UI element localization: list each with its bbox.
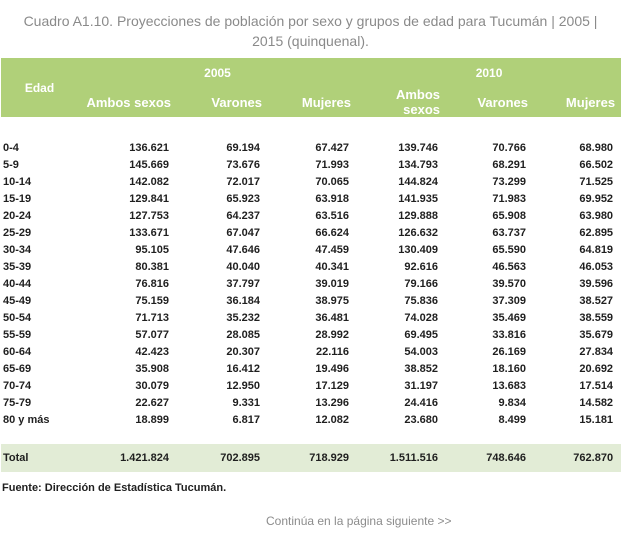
value-cell: 26.169 (492, 345, 527, 358)
value-cell: 79.166 (404, 277, 439, 290)
value-cell: 92.616 (404, 260, 439, 273)
value-cell: 66.502 (579, 158, 614, 171)
total-label: Total (1, 444, 78, 472)
table-row (1, 190, 621, 207)
value-cell: 69.495 (404, 328, 439, 341)
age-group-cell: 25-29 (3, 226, 32, 239)
value-cell: 127.753 (129, 209, 169, 222)
age-group-cell: 5-9 (3, 158, 19, 171)
header-year-2010: 2010 (357, 58, 621, 87)
value-cell: 9.331 (232, 396, 260, 409)
value-cell: 6.817 (232, 413, 260, 426)
value-cell: 35.232 (226, 311, 260, 324)
table-row (1, 275, 621, 292)
value-cell: 63.980 (579, 209, 614, 222)
value-cell: 16.412 (226, 362, 260, 375)
table-row (1, 241, 621, 258)
value-cell: 71.525 (579, 175, 614, 188)
value-cell: 54.003 (404, 345, 439, 358)
value-cell: 35.679 (579, 328, 614, 341)
age-group-cell: 40-44 (3, 277, 32, 290)
subheader-varones-2010: Varones (446, 87, 534, 117)
value-cell: 38.975 (315, 294, 350, 307)
age-group-cell: 20-24 (3, 209, 32, 222)
table-row (1, 343, 621, 360)
table-footer (1, 444, 621, 472)
value-cell: 22.116 (315, 345, 350, 358)
table-row (1, 377, 621, 394)
value-cell: 47.459 (315, 243, 350, 256)
total-cell: 762.870 (534, 444, 621, 472)
total-row (1, 444, 621, 472)
value-cell: 145.669 (129, 158, 169, 171)
source-note: Fuente: Dirección de Estadística Tucumán. (2, 482, 227, 494)
age-group-cell: 30-34 (3, 243, 32, 256)
value-cell: 63.516 (315, 209, 350, 222)
value-cell: 70.065 (315, 175, 350, 188)
age-group-cell: 35-39 (3, 260, 32, 273)
value-cell: 72.017 (226, 175, 260, 188)
value-cell: 17.129 (315, 379, 350, 392)
age-group-cell: 80 y más (3, 413, 50, 426)
table-body (1, 139, 621, 428)
header-year-2005: 2005 (78, 58, 357, 87)
value-cell: 39.570 (492, 277, 527, 290)
value-cell: 57.077 (135, 328, 169, 341)
value-cell: 38.852 (404, 362, 439, 375)
value-cell: 67.427 (315, 141, 350, 154)
value-cell: 47.646 (226, 243, 260, 256)
table-row (1, 224, 621, 241)
value-cell: 20.692 (579, 362, 614, 375)
value-cell: 12.950 (226, 379, 260, 392)
value-cell: 129.888 (398, 209, 439, 222)
value-cell: 9.834 (498, 396, 527, 409)
value-cell: 22.627 (135, 396, 169, 409)
table-row (1, 139, 621, 156)
value-cell: 37.797 (226, 277, 260, 290)
value-cell: 35.469 (492, 311, 527, 324)
age-group-cell: 75-79 (3, 396, 32, 409)
table-header (1, 58, 621, 117)
value-cell: 73.299 (492, 175, 527, 188)
value-cell: 71.993 (315, 158, 350, 171)
table-row (1, 411, 621, 428)
value-cell: 37.309 (492, 294, 527, 307)
value-cell: 18.899 (135, 413, 169, 426)
value-cell: 67.047 (226, 226, 260, 239)
age-group-cell: 70-74 (3, 379, 32, 392)
subheader-mujeres-2010: Mujeres (534, 87, 621, 117)
caption-line-1: Cuadro A1.10. Proyecciones de población por sexo y grupos de edad para Tucumán | 2005 | (23, 13, 598, 29)
table-row (1, 309, 621, 326)
value-cell: 73.676 (226, 158, 260, 171)
age-group-cell: 60-64 (3, 345, 32, 358)
value-cell: 30.079 (135, 379, 169, 392)
value-cell: 68.291 (492, 158, 527, 171)
age-group-cell: 55-59 (3, 328, 32, 341)
value-cell: 38.527 (579, 294, 614, 307)
value-cell: 95.105 (135, 243, 169, 256)
total-cell: 748.646 (446, 444, 534, 472)
value-cell: 71.983 (492, 192, 527, 205)
value-cell: 126.632 (398, 226, 439, 239)
value-cell: 18.160 (492, 362, 527, 375)
value-cell: 17.514 (579, 379, 614, 392)
value-cell: 13.683 (492, 379, 527, 392)
value-cell: 46.053 (579, 260, 614, 273)
age-group-cell: 50-54 (3, 311, 32, 324)
table-row (1, 292, 621, 309)
value-cell: 31.197 (404, 379, 439, 392)
caption-line-2: 2015 (quinquenal). (252, 33, 369, 49)
age-group-cell: 15-19 (3, 192, 32, 205)
total-cell: 1.421.824 (78, 444, 177, 472)
value-cell: 75.836 (404, 294, 439, 307)
total-cell: 718.929 (268, 444, 357, 472)
value-cell: 40.040 (226, 260, 260, 273)
value-cell: 68.980 (579, 141, 614, 154)
value-cell: 14.582 (579, 396, 614, 409)
subheader-varones-2005: Varones (177, 87, 268, 117)
value-cell: 142.082 (129, 175, 169, 188)
value-cell: 65.908 (492, 209, 527, 222)
continue-link[interactable]: Continúa en la página siguiente >> (266, 514, 452, 528)
value-cell: 64.237 (226, 209, 260, 222)
table-row (1, 360, 621, 377)
age-group-cell: 65-69 (3, 362, 32, 375)
value-cell: 70.766 (492, 141, 527, 154)
value-cell: 62.895 (579, 226, 614, 239)
value-cell: 42.423 (135, 345, 169, 358)
table-row (1, 207, 621, 224)
value-cell: 36.184 (226, 294, 260, 307)
value-cell: 39.019 (315, 277, 350, 290)
value-cell: 28.992 (315, 328, 350, 341)
value-cell: 40.341 (315, 260, 350, 273)
value-cell: 76.816 (135, 277, 169, 290)
value-cell: 63.737 (492, 226, 527, 239)
population-table (1, 58, 621, 472)
age-group-cell: 45-49 (3, 294, 32, 307)
value-cell: 139.746 (398, 141, 439, 154)
age-group-cell: 0-4 (3, 141, 19, 154)
value-cell: 80.381 (135, 260, 169, 273)
value-cell: 133.671 (129, 226, 169, 239)
value-cell: 136.621 (129, 141, 169, 154)
value-cell: 64.819 (579, 243, 614, 256)
value-cell: 65.923 (226, 192, 260, 205)
value-cell: 134.793 (398, 158, 439, 171)
value-cell: 65.590 (492, 243, 527, 256)
value-cell: 27.834 (579, 345, 614, 358)
value-cell: 71.713 (135, 311, 169, 324)
value-cell: 28.085 (226, 328, 260, 341)
total-cell: 702.895 (177, 444, 268, 472)
value-cell: 130.409 (398, 243, 439, 256)
value-cell: 36.481 (315, 311, 350, 324)
value-cell: 63.918 (315, 192, 350, 205)
value-cell: 66.624 (315, 226, 350, 239)
value-cell: 23.680 (404, 413, 439, 426)
subheader-ambos-sexos-2010: Ambos sexos (357, 87, 446, 117)
value-cell: 8.499 (498, 413, 527, 426)
value-cell: 20.307 (226, 345, 260, 358)
table-row (1, 258, 621, 275)
value-cell: 38.559 (579, 311, 614, 324)
table-row (1, 156, 621, 173)
value-cell: 33.816 (492, 328, 527, 341)
age-group-cell: 10-14 (3, 175, 32, 188)
subheader-mujeres-2005: Mujeres (268, 87, 357, 117)
value-cell: 35.908 (135, 362, 169, 375)
value-cell: 39.596 (579, 277, 614, 290)
value-cell: 69.194 (226, 141, 260, 154)
value-cell: 141.935 (398, 192, 439, 205)
table-caption (0, 11, 621, 51)
header-edad: Edad (1, 58, 78, 117)
value-cell: 13.296 (315, 396, 350, 409)
value-cell: 12.082 (315, 413, 350, 426)
value-cell: 75.159 (135, 294, 169, 307)
value-cell: 15.181 (579, 413, 614, 426)
value-cell: 144.824 (398, 175, 439, 188)
value-cell: 46.563 (492, 260, 527, 273)
subheader-ambos-sexos-2005: Ambos sexos (78, 87, 177, 117)
total-cell: 1.511.516 (357, 444, 446, 472)
table-row (1, 326, 621, 343)
value-cell: 69.952 (579, 192, 614, 205)
value-cell: 19.496 (315, 362, 350, 375)
value-cell: 74.028 (404, 311, 439, 324)
value-cell: 24.416 (404, 396, 439, 409)
table-row (1, 173, 621, 190)
table-row (1, 394, 621, 411)
value-cell: 129.841 (129, 192, 169, 205)
